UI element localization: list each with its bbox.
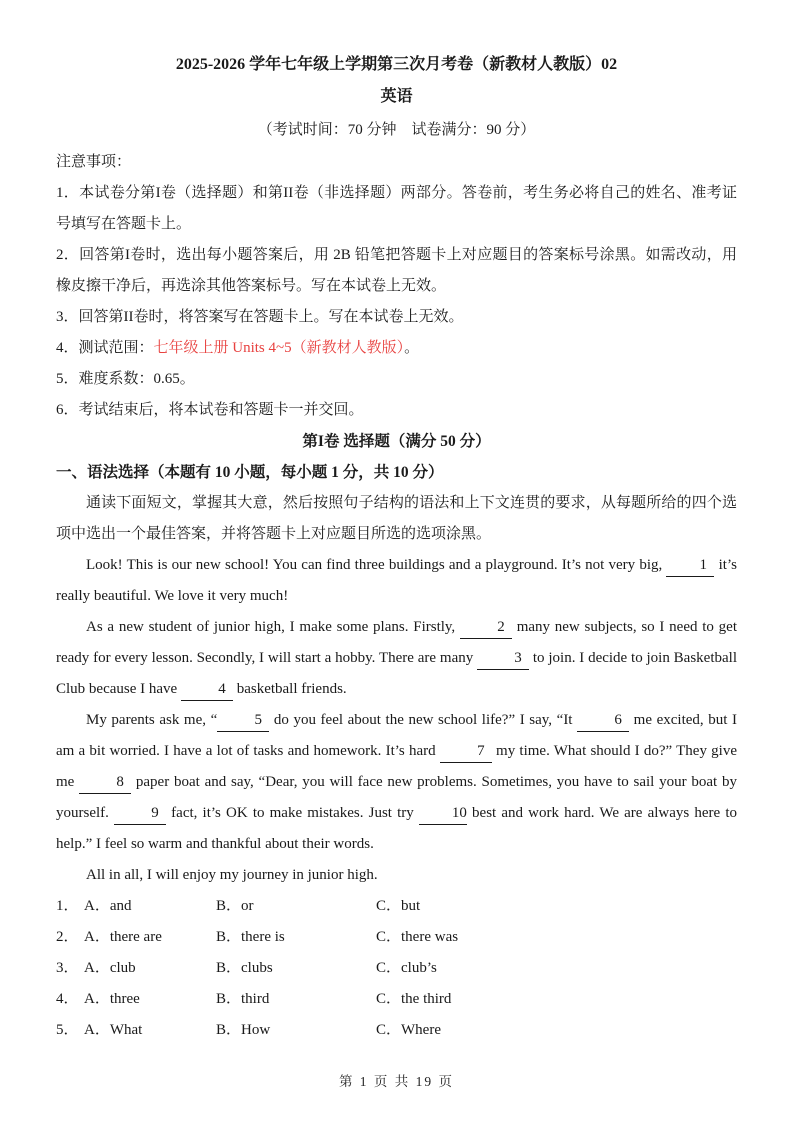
passage-paragraph-4: All in all, I will enjoy my journey in junior high. (86, 867, 378, 883)
blank-10: 10 (419, 805, 467, 825)
question-row-5 (56, 1015, 737, 1046)
option-a: A．three (84, 991, 140, 1007)
notice-item-2: 2．回答第I卷时，选出每小题答案后，用 2B 铅笔把答题卡上对应题目的答案标号涂黑。如需改动，用橡皮擦干净后，再选涂其他答案标号。写在本试卷上无效。 (56, 247, 737, 294)
option-a: A．What (84, 1022, 143, 1038)
passage-paragraph-3: My parents ask me, “ 5 do you feel about the new school life?” I say, “It 6 me excited, but I am a bit worried. I have a lot of tasks and homework. It’s hard 7 my time. What should I do?” They give me 8 paper boat and say, “Dear, you will face new problems. Sometimes, you have to sail your boat by yourself. 9 fact, it’s OK to make mistakes. Just try 10 best and work hard. We are always here to help.” I feel so warm and thankful about their words. (56, 712, 738, 852)
notice-item-4-prefix: 4．测试范围： (56, 340, 154, 356)
blank-4: 4 (181, 681, 233, 701)
section1-heading: 第I卷 选择题（满分 50 分） (302, 433, 491, 450)
question-row-3 (56, 953, 737, 984)
blank-9: 9 (114, 805, 166, 825)
blank-6: 6 (577, 712, 629, 732)
blank-2: 2 (460, 619, 512, 639)
notice-item-6: 6．考试结束后，将本试卷和答题卡一并交回。 (56, 402, 364, 418)
option-b: B．or (216, 898, 254, 914)
option-b: B．clubs (216, 960, 273, 976)
option-c: C．club’s (376, 960, 437, 976)
question-number: 3． (56, 960, 79, 976)
option-b: B．third (216, 991, 270, 1007)
option-c: C．there was (376, 929, 459, 945)
blank-5: 5 (217, 712, 269, 732)
passage-paragraph-2: As a new student of junior high, I make some plans. Firstly, 2 many new subjects, so I need to get ready for every lesson. Secondly, I will start a hobby. There are many 3 to join. I decide to join Basketball Club because I have 4 basketball friends. (56, 612, 737, 705)
option-b: B．there is (216, 929, 285, 945)
notice-item-5: 5．难度系数：0.65。 (56, 371, 195, 387)
notice-item-1: 1．本试卷分第I卷（选择题）和第II卷（非选择题）两部分。答卷前，考生务必将自己的姓名、准考证号填写在答题卡上。 (56, 185, 737, 232)
question-number: 2． (56, 929, 79, 945)
question-number: 1． (56, 898, 79, 914)
notice-scope-highlight: 七年级上册 Units 4~5（新教材人教版） (153, 340, 405, 356)
option-c: C．but (376, 898, 421, 914)
option-b: B．How (216, 1022, 271, 1038)
subject-title: 英语 (380, 88, 413, 105)
notice-item-4 (56, 333, 737, 364)
question-row-2 (56, 922, 737, 953)
notice-item-4-suffix: 。 (404, 340, 420, 356)
option-a: A．club (84, 960, 136, 976)
page-title: 2025-2026 学年七年级上学期第三次月考卷（新教材人教版）02 (175, 56, 618, 73)
question-number: 4． (56, 991, 79, 1007)
grammar-options-table (56, 891, 737, 1046)
part1-heading: 一、语法选择（本题有 10 小题，每小题 1 分，共 10 分） (56, 464, 444, 481)
page-footer: 第 1 页 共 19 页 (338, 1074, 455, 1089)
part1-instructions: 通读下面短文，掌握其大意，然后按照句子结构的语法和上下文连贯的要求，从每题所给的四个选项中选出一个最佳答案，并将答题卡上对应题目所选的选项涂黑。 (56, 495, 737, 542)
option-a: A．and (84, 898, 132, 914)
exam-time-score-info: （考试时间：70 分钟 试卷满分：90 分） (257, 122, 536, 138)
blank-8: 8 (79, 774, 131, 794)
notice-heading: 注意事项： (56, 154, 132, 170)
notice-item-3: 3．回答第II卷时，将答案写在答题卡上。写在本试卷上无效。 (56, 309, 464, 325)
question-row-4 (56, 984, 737, 1015)
option-c: C．the third (376, 991, 452, 1007)
blank-7: 7 (440, 743, 492, 763)
option-a: A．there are (84, 929, 162, 945)
passage-paragraph-1: Look! This is our new school! You can find three buildings and a playground. It’s not very big, 1 it’s really beautiful. We love it very much! (56, 557, 737, 604)
question-row-1 (56, 891, 737, 922)
blank-1: 1 (666, 557, 714, 577)
option-c: C．Where (376, 1022, 441, 1038)
question-number: 5． (56, 1022, 79, 1038)
blank-3: 3 (477, 650, 529, 670)
